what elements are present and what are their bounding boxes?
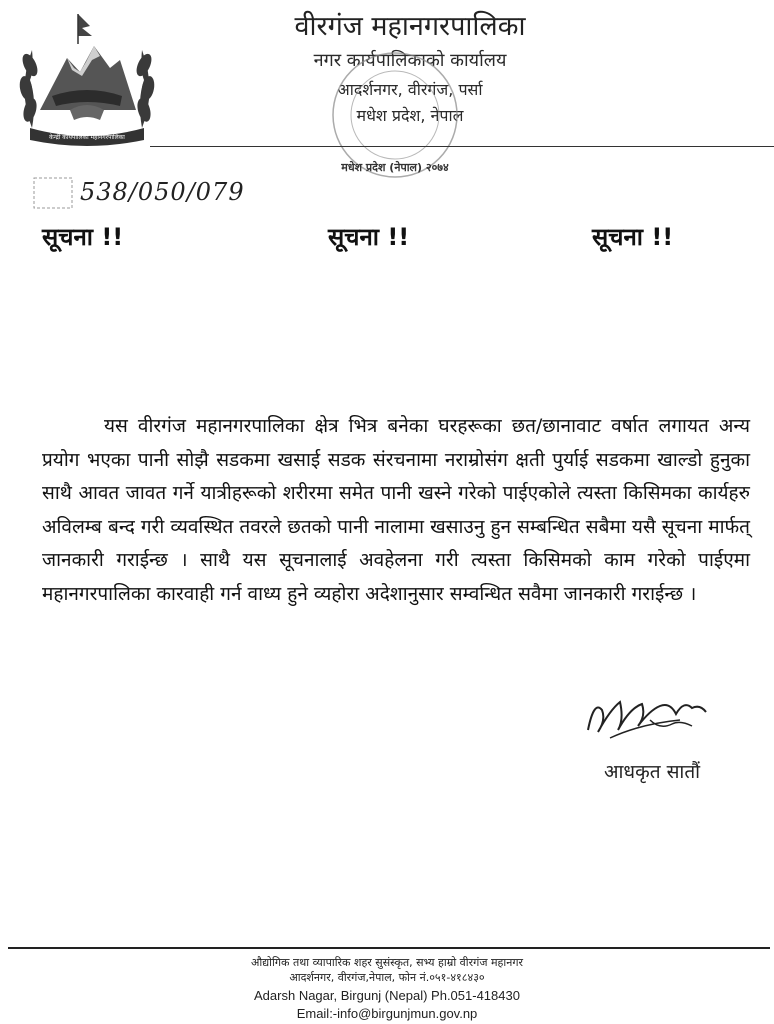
office-province: मधेश प्रदेश, नेपाल (356, 106, 464, 125)
municipality-title: वीरगंज महानगरपालिका (294, 11, 526, 42)
footer-divider (8, 947, 770, 949)
office-name: नगर कार्यपालिकाको कार्यालय (313, 50, 507, 71)
footer-address-nepali: आदर्शनगर, वीरगंज,नेपाल, फोन नं.०५१-४१८४३० (289, 971, 485, 984)
stamp-text: मधेश प्रदेश (नेपाल) २०७४ (341, 161, 449, 174)
footer-address-english: Adarsh Nagar, Birgunj (Nepal) Ph.051-418430 (254, 988, 520, 1003)
notice-heading-1: सूचना !! (42, 223, 124, 251)
footer-slogan: औद्योगिक तथा व्यापारिक शहर सुसंस्कृत, सभ्य हाम्रो वीरगंज महानगर (250, 956, 524, 969)
signer-title: आधकृत सातौं (604, 761, 701, 783)
footer-email: Email:-info@birgunjmun.gov.np (296, 1006, 478, 1021)
notice-paragraph: यस वीरगंज महानगरपालिका क्षेत्र भित्र बनेका घरहरूका छत/छानावाट वर्षात लगायत अन्य प्रयोग भएका पानी सोझै सडकमा खसाई सडक संरचनामा नराम्रोसंग क्षती पुर्याई सडकमा खाल्डो हुनुका साथै आवत जावत गर्ने यात्रीहरूको शरीरमा समेत पानी खस्ने गरेको पाईएकोले त्यस्ता किसिमका कार्यहरु अविलम्ब बन्द गरी व्यवस्थित तवरले छतको पानी नालामा खसाउनु हुन सम्बन्धित सबैमा यसै सूचना मार्फत् जानकारी गराईन्छ । साथै यस सूचनालाई अवहेलना गरी त्यस्ता किसिमको काम गरेको पाईएमा महानगरपालिका कारवाही गर्न वाध्य हुने व्यहोरा अदेशानुसार सम्वन्धित सवैमा जानकारी गराईन्छ । (42, 415, 750, 605)
notice-body (42, 410, 750, 612)
official-stamp (325, 45, 465, 185)
nepal-government-emblem-icon (12, 10, 162, 148)
reference-number: 538/050/079 (80, 178, 245, 206)
notice-heading-2: सूचना !! (328, 223, 410, 251)
handwritten-signature (580, 680, 720, 750)
emblem-caption: केन्द्री कार्यपालिका महानगरपालिका (49, 134, 125, 141)
header-divider (150, 146, 774, 147)
office-address: आदर्शनगर, वीरगंज, पर्सा (337, 80, 483, 99)
notice-heading-3: सूचना !! (592, 223, 674, 251)
